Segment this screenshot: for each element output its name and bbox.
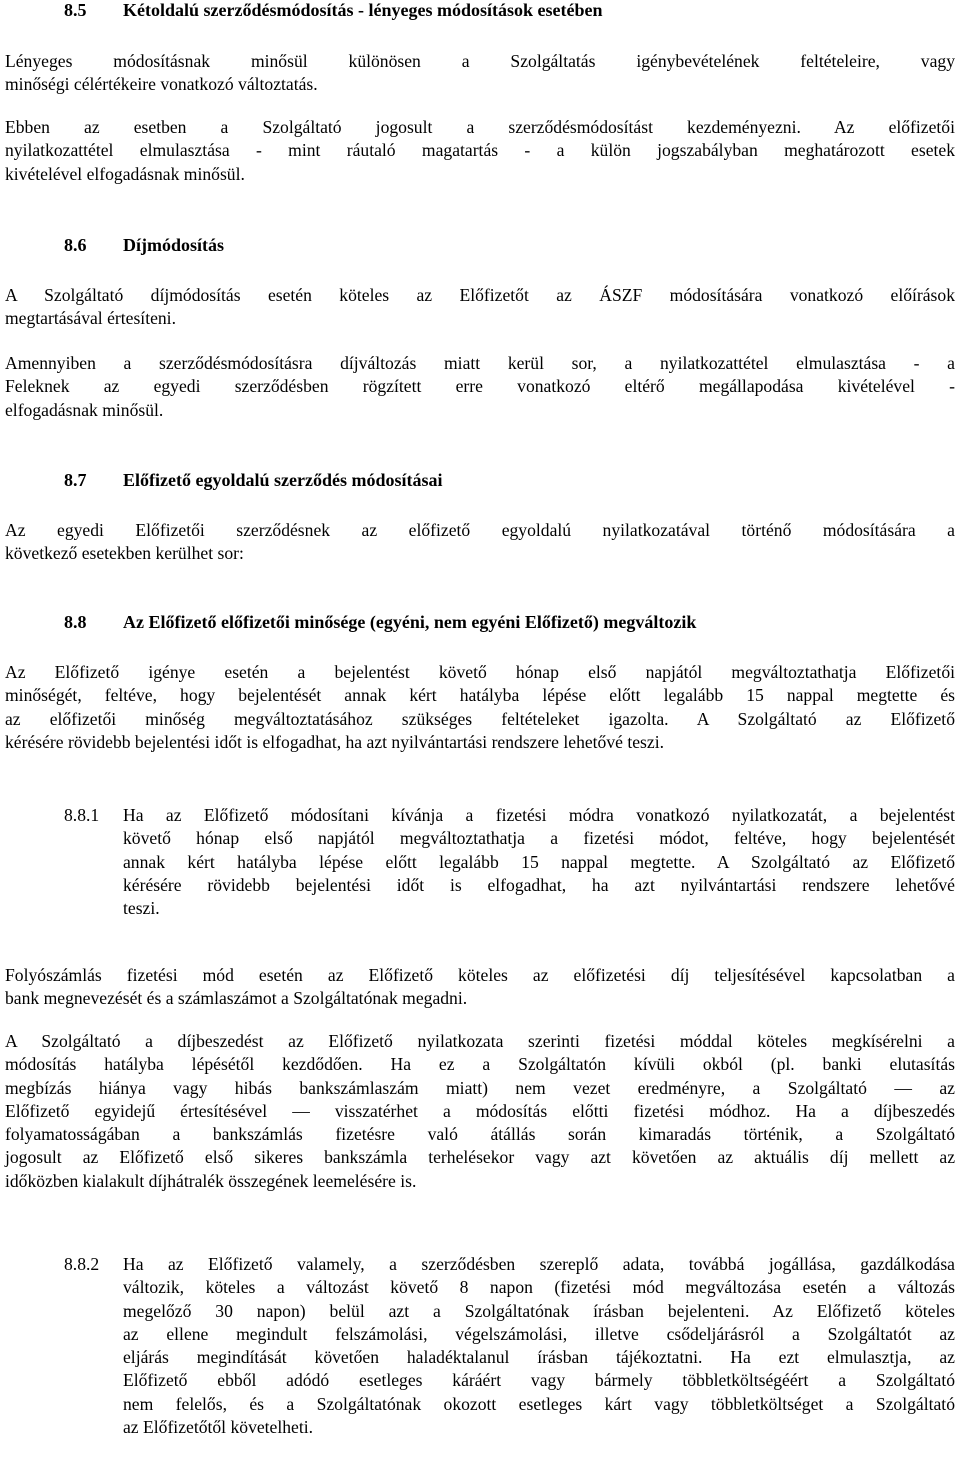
line: Feleknek az egyedi szerződésben rögzített erre vonatkozó eltérő megállapodása kivételével -	[5, 376, 955, 397]
section-title: Az Előfizető előfizetői minősége (egyéni, nem egyéni Előfizető) megváltozik	[123, 612, 697, 632]
paragraph-8-7-1	[5, 519, 955, 566]
paragraph-8-5-1	[5, 50, 955, 97]
section-heading-8-8	[64, 611, 696, 634]
line: következő esetekben kerülhet sor:	[5, 543, 244, 564]
line: Előfizető ebből adódó esetleges káráért vagy bármely többletköltségéért a Szolgáltató	[123, 1370, 955, 1391]
line: Amennyiben a szerződésmódosításra díjváltozás miatt kerül sor, a nyilatkozattétel elmulasztása - a	[5, 353, 955, 373]
paragraph-8-5-2	[5, 116, 955, 186]
section-number: 8.7	[64, 470, 87, 490]
section-heading-8-5	[64, 0, 602, 22]
line: kérésére rövidebb bejelentési időt is elfogadhat, ha azt nyilvántartási rendszere lehetővé	[123, 874, 955, 895]
section-title: Előfizető egyoldalú szerződés módosításai	[123, 470, 443, 490]
line: kérésére rövidebb bejelentési időt is elfogadhat, ha azt nyilvántartási rendszere lehetővé teszi.	[5, 731, 665, 752]
line: Az egyedi Előfizetői szerződésnek az előfizető egyoldalú nyilatkozatával történő módosítására a	[5, 520, 955, 540]
line: az előfizetői minőség megváltoztatásához szükséges feltételeket igazolta. A Szolgáltató az Előfizető	[5, 708, 955, 729]
line: az Előfizetőtől követelheti.	[123, 1417, 314, 1438]
line: módosítás hatályba lépésétől kezdődően. Ha ez a Szolgáltatón kívüli okból (pl. banki elutasítás	[5, 1054, 955, 1075]
line: az ellene megindult felszámolási, végelszámolási, illetve csődeljárásról a Szolgáltatót az	[123, 1323, 955, 1344]
line: Ha az Előfizető módosítani kívánja a fizetési módra vonatkozó nyilatkozatát, a bejelentést	[123, 805, 955, 825]
subsection-8-8-1	[64, 804, 955, 920]
section-heading-8-7	[64, 469, 442, 492]
line: megtartásával értesíteni.	[5, 308, 176, 329]
line: Folyószámlás fizetési mód esetén az Előfizető köteles az előfizetési díj teljesítésével kapcsolatban a	[5, 965, 955, 985]
paragraph-8-6-2	[5, 352, 955, 422]
line: minőségi célértékeire vonatkozó változtatás.	[5, 74, 318, 95]
line: követő hónap első napjától megváltoztathatja a fizetési módot, feltéve, hogy bejelentését	[123, 828, 955, 849]
section-title: Díjmódosítás	[123, 235, 225, 255]
line: Lényeges módosításnak minősül különösen a Szolgáltatás igénybevételének feltételeire, vagy	[5, 51, 955, 71]
line: bank megnevezését és a számlaszámot a Szolgáltatónak megadni.	[5, 988, 468, 1009]
paragraph-8-8-1	[5, 661, 955, 754]
line: annak kért hatályba lépése előtt legalább 15 nappal megtette. A Szolgáltató az Előfizető	[123, 851, 955, 872]
line: nyilatkozattétel elmulasztása - mint ráutaló magatartás - a külön jogszabályban meghatározott esetek	[5, 140, 955, 161]
line: megbízás hiánya vagy hibás bankszámlaszám miatt) nem vezet eredményre, a Szolgáltató — az	[5, 1077, 955, 1098]
line: Előfizető egyidejű értesítésével — visszatérhet a módosítás előtti fizetési módhoz. Ha a díjbeszedés	[5, 1100, 955, 1121]
line: változik, köteles a változást követő 8 napon (fizetési mód megváltozása esetén a változás	[123, 1277, 955, 1298]
paragraph-8-8-1-3	[5, 1030, 955, 1193]
line: elfogadásnak minősül.	[5, 399, 164, 420]
section-number: 8.8	[64, 612, 87, 632]
line: folyamatosságában a bankszámlás fizetésre való átállás során kimaradás történik, a Szolgáltató	[5, 1124, 955, 1145]
line: jogosult az Előfizető első sikeres bankszámla terhelésekor vagy azt követően az aktuális díj mellett az	[5, 1147, 955, 1168]
line: megelőző 30 napon) belül azt a Szolgáltatónak írásban bejelenteni. Az Előfizető köteles	[123, 1300, 955, 1321]
paragraph-8-6-1	[5, 284, 955, 331]
line: minőségét, feltéve, hogy bejelentését annak kért hatályba lépése előtt legalább 15 nappal megtette és	[5, 685, 955, 706]
subsection-number: 8.8.1	[64, 805, 100, 825]
section-number: 8.6	[64, 235, 87, 255]
line: A Szolgáltató díjmódosítás esetén köteles az Előfizetőt az ÁSZF módosítására vonatkozó előírások	[5, 285, 955, 305]
line: A Szolgáltató a díjbeszedést az Előfizető nyilatkozata szerinti fizetési móddal köteles megkísérelni a	[5, 1031, 955, 1051]
line: Az Előfizető igénye esetén a bejelentést követő hónap első napjától megváltoztathatja Előfizetői	[5, 662, 955, 682]
section-number: 8.5	[64, 0, 87, 20]
line: eljárás megindítását követően haladéktalanul írásban tájékoztatni. Ha ezt elmulasztja, az	[123, 1347, 955, 1368]
subsection-number: 8.8.2	[64, 1254, 100, 1274]
section-heading-8-6	[64, 234, 224, 257]
line: Ebben az esetben a Szolgáltató jogosult a szerződésmódosítást kezdeményezni. Az előfizetői	[5, 117, 955, 137]
line: teszi.	[123, 898, 160, 919]
line: időközben kialakult díjhátralék összegének leemelésére is.	[5, 1170, 417, 1191]
line: kivételével elfogadásnak minősül.	[5, 163, 245, 184]
line: Ha az Előfizető valamely, a szerződésben szereplő adata, továbbá jogállása, gazdálkodása	[123, 1254, 955, 1274]
line: nem felelős, és a Szolgáltatónak okozott esetleges kárt vagy többletköltséget a Szolgáltató	[123, 1393, 955, 1414]
subsection-8-8-2	[64, 1253, 955, 1439]
paragraph-8-8-1-2	[5, 964, 955, 1011]
section-title: Kétoldalú szerződésmódosítás - lényeges módosítások esetében	[123, 0, 603, 20]
